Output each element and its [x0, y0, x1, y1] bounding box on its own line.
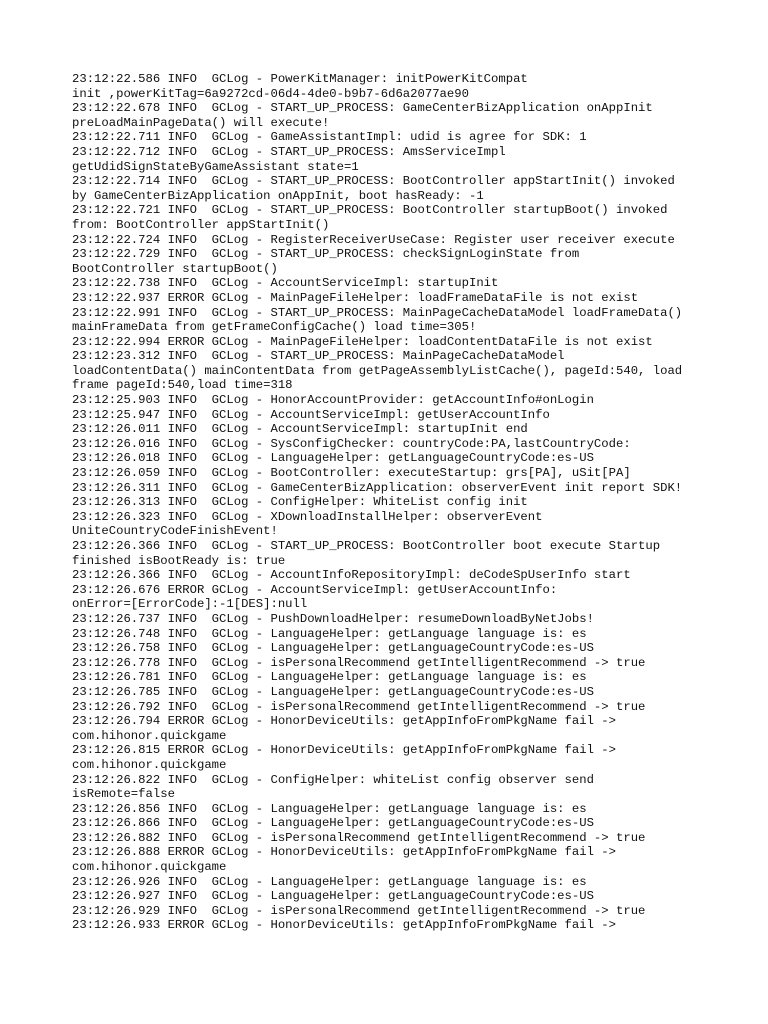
log-line: 23:12:22.738 INFO GCLog - AccountServiceImpl: startupInit: [72, 276, 499, 291]
log-line: preLoadMainPageData() will execute!: [72, 115, 330, 130]
log-line: 23:12:26.323 INFO GCLog - XDownloadInstallHelper: observerEvent: [72, 509, 543, 524]
log-line: BootController startupBoot(): [72, 261, 278, 276]
log-line: 23:12:26.927 INFO GCLog - LanguageHelper: getLanguageCountryCode:es-US: [72, 889, 594, 904]
log-line: 23:12:22.721 INFO GCLog - START_UP_PROCESS: BootController startupBoot() invoked: [72, 203, 668, 218]
log-line: 23:12:26.856 INFO GCLog - LanguageHelper: getLanguage language is: es: [72, 801, 587, 816]
log-line: 23:12:22.991 INFO GCLog - START_UP_PROCESS: MainPageCacheDataModel loadFrameData(): [72, 305, 683, 320]
log-line: 23:12:26.016 INFO GCLog - SysConfigChecker: countryCode:PA,lastCountryCode:: [72, 436, 631, 451]
log-line: mainFrameData from getFrameConfigCache() load time=305!: [72, 320, 477, 335]
log-line: 23:12:26.366 INFO GCLog - START_UP_PROCESS: BootController boot execute Startup: [72, 539, 661, 553]
log-line: 23:12:26.882 INFO GCLog - isPersonalRecommend getIntelligentRecommend -> true: [72, 830, 646, 845]
log-line: 23:12:26.781 INFO GCLog - LanguageHelper: getLanguage language is: es: [72, 670, 587, 685]
log-line: 23:12:25.947 INFO GCLog - AccountServiceImpl: getUserAccountInfo: [72, 407, 550, 422]
log-line: 23:12:26.822 INFO GCLog - ConfigHelper: whiteList config observer send: [72, 772, 594, 787]
log-line: 23:12:26.866 INFO GCLog - LanguageHelper: getLanguageCountryCode:es-US: [72, 816, 594, 831]
log-line: 23:12:26.313 INFO GCLog - ConfigHelper: WhiteList config init: [72, 495, 528, 510]
log-line: 23:12:26.778 INFO GCLog - isPersonalRecommend getIntelligentRecommend -> true: [72, 655, 646, 670]
log-line: 23:12:22.714 INFO GCLog - START_UP_PROCESS: BootController appStartInit() invoked: [72, 174, 675, 189]
log-line: onError=[ErrorCode]:-1[DES]:null: [72, 597, 308, 612]
log-line: 23:12:22.937 ERROR GCLog - MainPageFileHelper: loadFrameDataFile is not exist: [72, 290, 639, 305]
log-line: isRemote=false: [72, 787, 175, 802]
log-line: 23:12:26.929 INFO GCLog - isPersonalRecommend getIntelligentRecommend -> true: [72, 903, 646, 918]
log-line: 23:12:22.711 INFO GCLog - GameAssistantImpl: udid is agree for SDK: 1: [72, 130, 587, 145]
log-line: 23:12:23.312 INFO GCLog - START_UP_PROCESS: MainPageCacheDataModel: [72, 349, 565, 364]
log-line: UniteCountryCodeFinishEvent!: [72, 524, 278, 539]
log-line: 23:12:22.586 INFO GCLog - PowerKitManager: initPowerKitCompat: [72, 72, 528, 86]
log-line: 23:12:26.794 ERROR GCLog - HonorDeviceUtils: getAppInfoFromPkgName fail ->: [72, 714, 616, 729]
log-line: com.hihonor.quickgame: [72, 728, 227, 743]
log-line: 23:12:26.785 INFO GCLog - LanguageHelper: getLanguageCountryCode:es-US: [72, 684, 594, 699]
log-line: finished isBootReady is: true: [72, 553, 286, 568]
log-line: getUdidSignStateByGameAssistant state=1: [72, 159, 359, 174]
log-line: from: BootController appStartInit(): [72, 217, 330, 232]
log-line: 23:12:26.926 INFO GCLog - LanguageHelper: getLanguage language is: es: [72, 874, 587, 889]
log-line: 23:12:26.815 ERROR GCLog - HonorDeviceUtils: getAppInfoFromPkgName fail ->: [72, 743, 616, 758]
log-line: 23:12:26.933 ERROR GCLog - HonorDeviceUtils: getAppInfoFromPkgName fail ->: [72, 918, 616, 933]
log-line: 23:12:22.678 INFO GCLog - START_UP_PROCESS: GameCenterBizApplication onAppInit: [72, 101, 653, 116]
log-line: 23:12:26.888 ERROR GCLog - HonorDeviceUtils: getAppInfoFromPkgName fail ->: [72, 845, 616, 860]
log-document: [72, 72, 712, 933]
log-line: 23:12:26.676 ERROR GCLog - AccountServiceImpl: getUserAccountInfo:: [72, 582, 558, 597]
log-line: 23:12:22.729 INFO GCLog - START_UP_PROCESS: checkSignLoginState from: [72, 247, 580, 262]
log-line: frame pageId:540,load time=318: [72, 378, 293, 393]
log-line: 23:12:26.366 INFO GCLog - AccountInfoRepositoryImpl: deCodeSpUserInfo start: [72, 568, 631, 583]
log-line: com.hihonor.quickgame: [72, 757, 227, 772]
log-line: 23:12:26.748 INFO GCLog - LanguageHelper: getLanguage language is: es: [72, 626, 587, 641]
log-line: 23:12:26.311 INFO GCLog - GameCenterBizApplication: observerEvent init report SDK!: [72, 480, 683, 495]
log-line: loadContentData() mainContentData from getPageAssemblyListCache(), pageId:540, load: [72, 363, 683, 378]
log-lines: [72, 72, 712, 933]
log-line: 23:12:26.018 INFO GCLog - LanguageHelper: getLanguageCountryCode:es-US: [72, 451, 594, 466]
log-line: 23:12:22.712 INFO GCLog - START_UP_PROCESS: AmsServiceImpl: [72, 144, 506, 159]
log-line: 23:12:22.724 INFO GCLog - RegisterReceiverUseCase: Register user receiver execute: [72, 232, 675, 247]
log-line: 23:12:26.059 INFO GCLog - BootController: executeStartup: grs[PA], uSit[PA]: [72, 466, 631, 481]
log-line: com.hihonor.quickgame: [72, 860, 227, 875]
log-line: 23:12:22.994 ERROR GCLog - MainPageFileHelper: loadContentDataFile is not exist: [72, 334, 653, 349]
log-line: 23:12:26.011 INFO GCLog - AccountServiceImpl: startupInit end: [72, 422, 528, 437]
log-line: 23:12:26.758 INFO GCLog - LanguageHelper: getLanguageCountryCode:es-US: [72, 641, 594, 656]
log-line: by GameCenterBizApplication onAppInit, boot hasReady: -1: [72, 188, 484, 203]
log-line: init ,powerKitTag=6a9272cd-06d4-4de0-b9b7-6d6a2077ae90: [72, 86, 469, 101]
log-line: 23:12:26.737 INFO GCLog - PushDownloadHelper: resumeDownloadByNetJobs!: [72, 611, 594, 626]
log-line: 23:12:25.903 INFO GCLog - HonorAccountProvider: getAccountInfo#onLogin: [72, 393, 594, 408]
log-line: 23:12:26.792 INFO GCLog - isPersonalRecommend getIntelligentRecommend -> true: [72, 699, 646, 714]
